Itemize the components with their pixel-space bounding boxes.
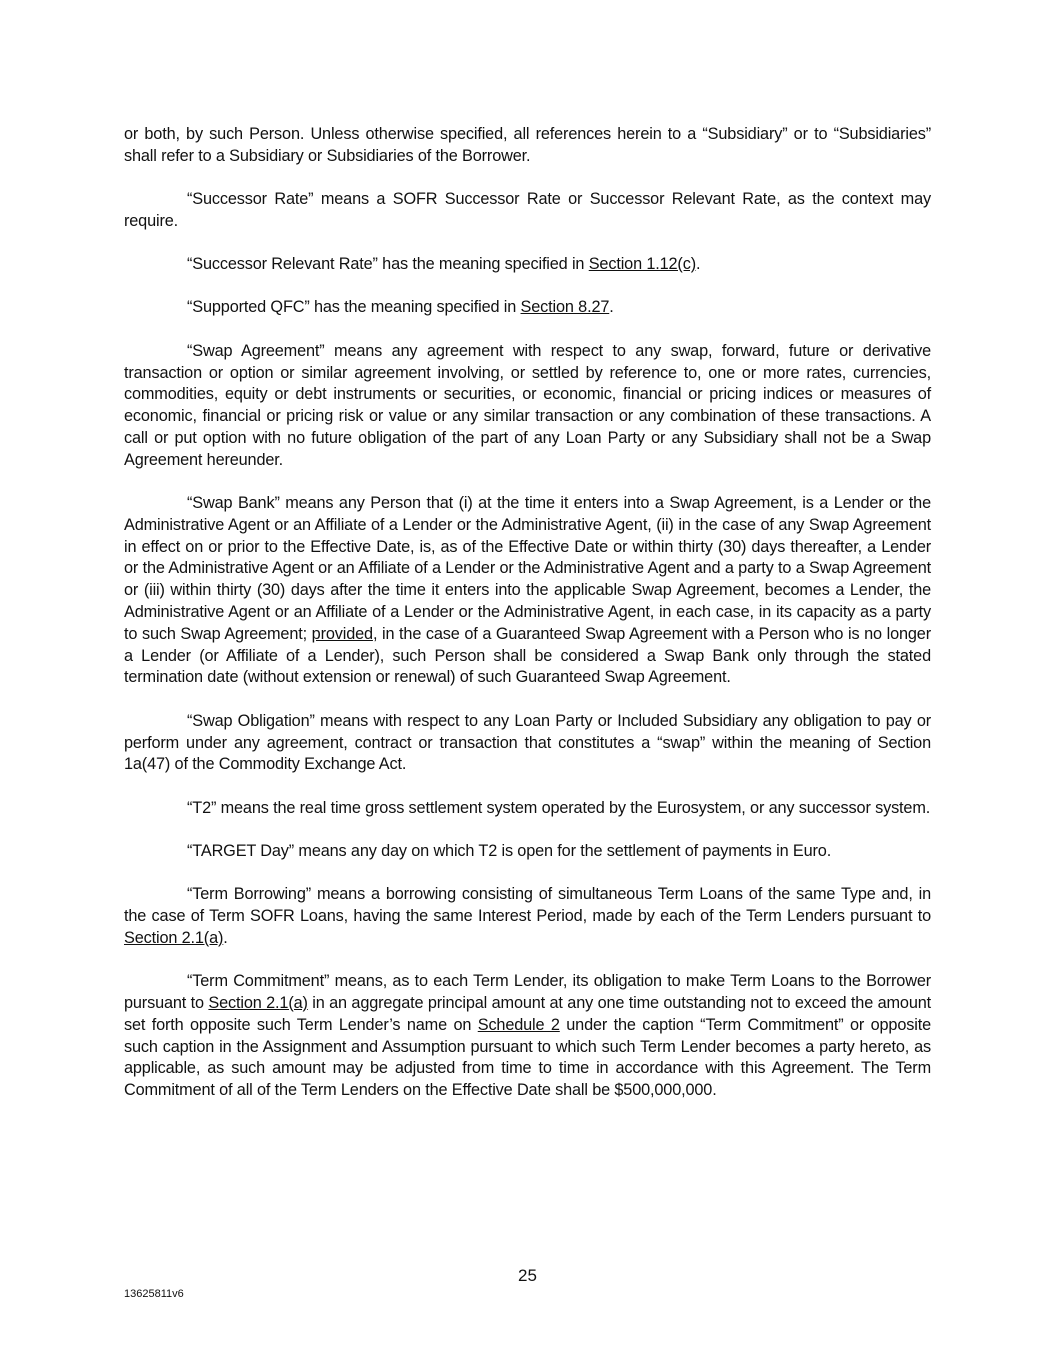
- definition-t2: “T2” means the real time gross settlement system operated by the Eurosystem, or any successor system.: [187, 798, 931, 817]
- definition-target-day: “TARGET Day” means any day on which T2 is open for the settlement of payments in Euro.: [187, 841, 832, 860]
- definition-swap-obligation: “Swap Obligation” means with respect to any Loan Party or Included Subsidiary any obligation to pay or perform under any agreement, contract or transaction that constitutes a “swap” within the meaning of Section 1a(47) of the Commodity Exchange Act.: [124, 711, 931, 774]
- definition-text: “Successor Relevant Rate” has the meaning specified in: [187, 255, 589, 274]
- section-reference-link[interactable]: Section 1.12(c): [588, 255, 696, 274]
- section-reference-link[interactable]: Section 2.1(a): [208, 993, 308, 1012]
- definition-text: .: [609, 298, 614, 317]
- definition-text: under the caption “Term Commitment” or opposite such caption in the Assignment and Assumption pursuant to which such Term Lender becomes a party hereto, as applicable, as such amount may be adjusted from time to time in accordance with this Agreement. The Term Commitment of all of the Term Lenders on the Effective Date shall be $500,000,000.: [124, 1015, 931, 1100]
- section-reference-link[interactable]: Section 8.27: [520, 298, 610, 317]
- definition-successor-relevant-rate: [124, 254, 931, 276]
- definition-swap-agreement: “Swap Agreement” means any agreement with respect to any swap, forward, future or derivative transaction or option or similar agreement involving, or settled by reference to, one or more rates, currencies, commodities, equity or debt instruments or securities, or economic, financial or pricing indices or measures of economic, financial or pricing risk or value or any similar transaction or any combination of these transactions. A call or put option with no future obligation of the part of any Loan Party or any Subsidiary shall not be a Swap Agreement hereunder.: [124, 341, 931, 469]
- definition-successor-rate: “Successor Rate” means a SOFR Successor Rate or Successor Relevant Rate, as the context may require.: [124, 190, 931, 230]
- definition-text: “Supported QFC” has the meaning specified in: [187, 298, 521, 317]
- definition-text: “Term Commitment” means, as to each Term Lender, its obligation to make Term Loans to the Borrower pursuant to: [124, 972, 931, 1012]
- document-id: 13625811v6: [124, 1288, 184, 1300]
- document-body: [124, 124, 931, 1123]
- definition-term-borrowing: [124, 884, 931, 949]
- page-number: 25: [518, 1266, 537, 1285]
- definition-text: “Term Borrowing” means a borrowing consisting of simultaneous Term Loans of the same Type and, in the case of Term SOFR Loans, having the same Interest Period, made by each of the Term Lenders pursuant to: [124, 885, 931, 926]
- definition-supported-qfc: [124, 297, 931, 319]
- definition-text: .: [695, 255, 701, 274]
- provided-term: provided: [311, 624, 373, 643]
- definition-text: , in the case of a Guaranteed Swap Agreement with a Person who is no longer a Lender (or Affiliate of a Lender), such Person shall be considered a Swap Bank only through the stated termination date (without extension or renewal) of such Guaranteed Swap Agreement.: [124, 624, 931, 687]
- definition-text: “Swap Bank” means any Person that (i) at the time it enters into a Swap Agreement, is a Lender or the Administrative Agent or an Affiliate of a Lender or the Administrative Agent, (ii) in the case of any Swap Agreement in effect on or prior to the Effective Date, is, as of the Effective Date or within thirty (30) days thereafter, a Lender or the Administrative Agent or an Affiliate of a Lender or the Administrative Agent and a party to a Swap Agreement or (iii) within thirty (30) days after the time it enters into the applicable Swap Agreement, becomes a Lender, the Administrative Agent or an Affiliate of a Lender or the Administrative Agent, in each case, in its capacity as a party to such Swap Agreement;: [124, 494, 931, 643]
- continuation-paragraph: or both, by such Person. Unless otherwise specified, all references herein to a “Subsidiary” or to “Subsidiaries” shall refer to a Subsidiary or Subsidiaries of the Borrower.: [124, 125, 931, 165]
- definition-text: .: [223, 928, 228, 947]
- definition-swap-bank: [124, 493, 931, 689]
- schedule-reference-link[interactable]: Schedule 2: [477, 1015, 560, 1034]
- definition-term-commitment: [124, 971, 931, 1102]
- definition-text: in an aggregate principal amount at any one time outstanding not to exceed the amount set forth opposite such Term Lender’s name on: [124, 993, 932, 1034]
- section-reference-link[interactable]: Section 2.1(a): [124, 928, 224, 947]
